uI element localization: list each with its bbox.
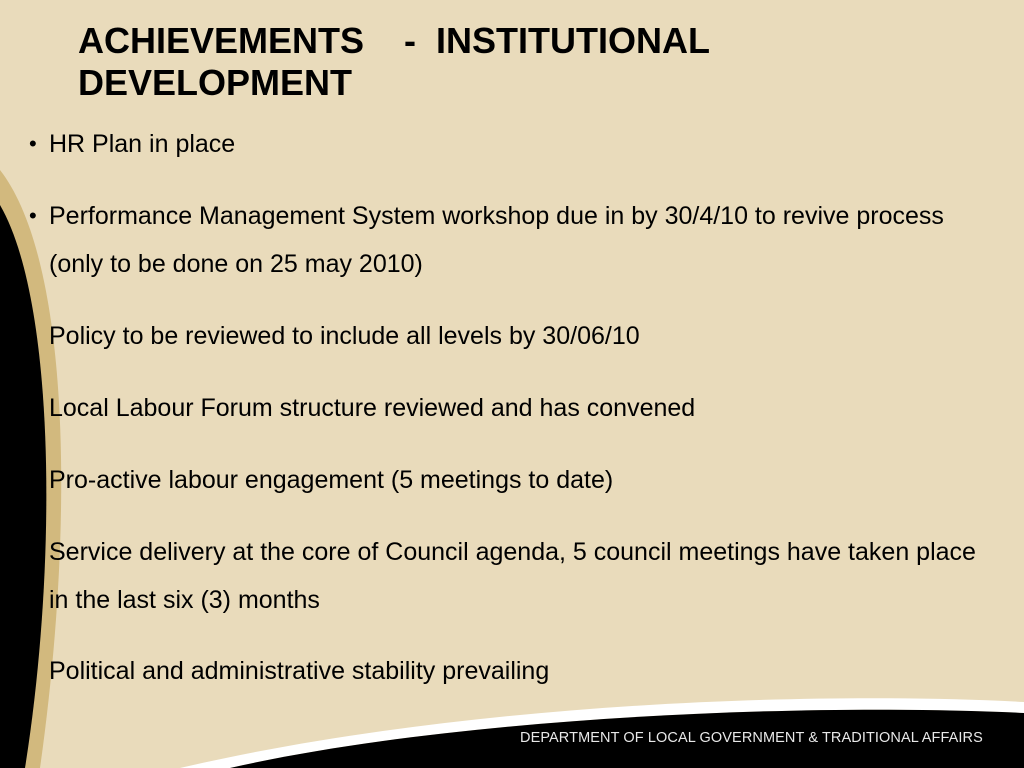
list-item	[29, 647, 979, 695]
list-item-text: Service delivery at the core of Council agenda, 5 council meetings have taken place in the last six (3) months	[49, 538, 976, 614]
list-item	[29, 312, 979, 360]
list-item-text: HR Plan in place	[49, 130, 236, 158]
bullet-dot: •	[29, 131, 37, 156]
list-item	[29, 192, 979, 288]
title-line-2: DEVELOPMENT	[78, 62, 353, 103]
list-item-text: Policy to be reviewed to include all levels by 30/06/10	[49, 322, 640, 350]
list-item	[49, 456, 979, 504]
list-item-text: Performance Management System workshop due in by 30/4/10 to revive process (only to be done on 25 may 2010)	[49, 202, 944, 278]
list-item-text: Local Labour Forum structure reviewed and has convened	[49, 394, 696, 422]
title-line-1: ACHIEVEMENTS - INSTITUTIONAL	[78, 20, 711, 61]
bullet-dot: •	[29, 658, 37, 683]
footer-department-name: DEPARTMENT OF LOCAL GOVERNMENT & TRADITIONAL AFFAIRS	[520, 730, 983, 746]
list-item	[49, 384, 979, 432]
list-item-text: Political and administrative stability prevailing	[49, 657, 550, 685]
list-item-text: Pro-active labour engagement (5 meetings to date)	[49, 466, 614, 494]
list-item	[29, 528, 979, 624]
bullet-dot: •	[29, 539, 37, 564]
list-item	[29, 120, 979, 168]
bullet-dot: •	[29, 323, 37, 348]
bullet-dot: •	[29, 203, 37, 228]
